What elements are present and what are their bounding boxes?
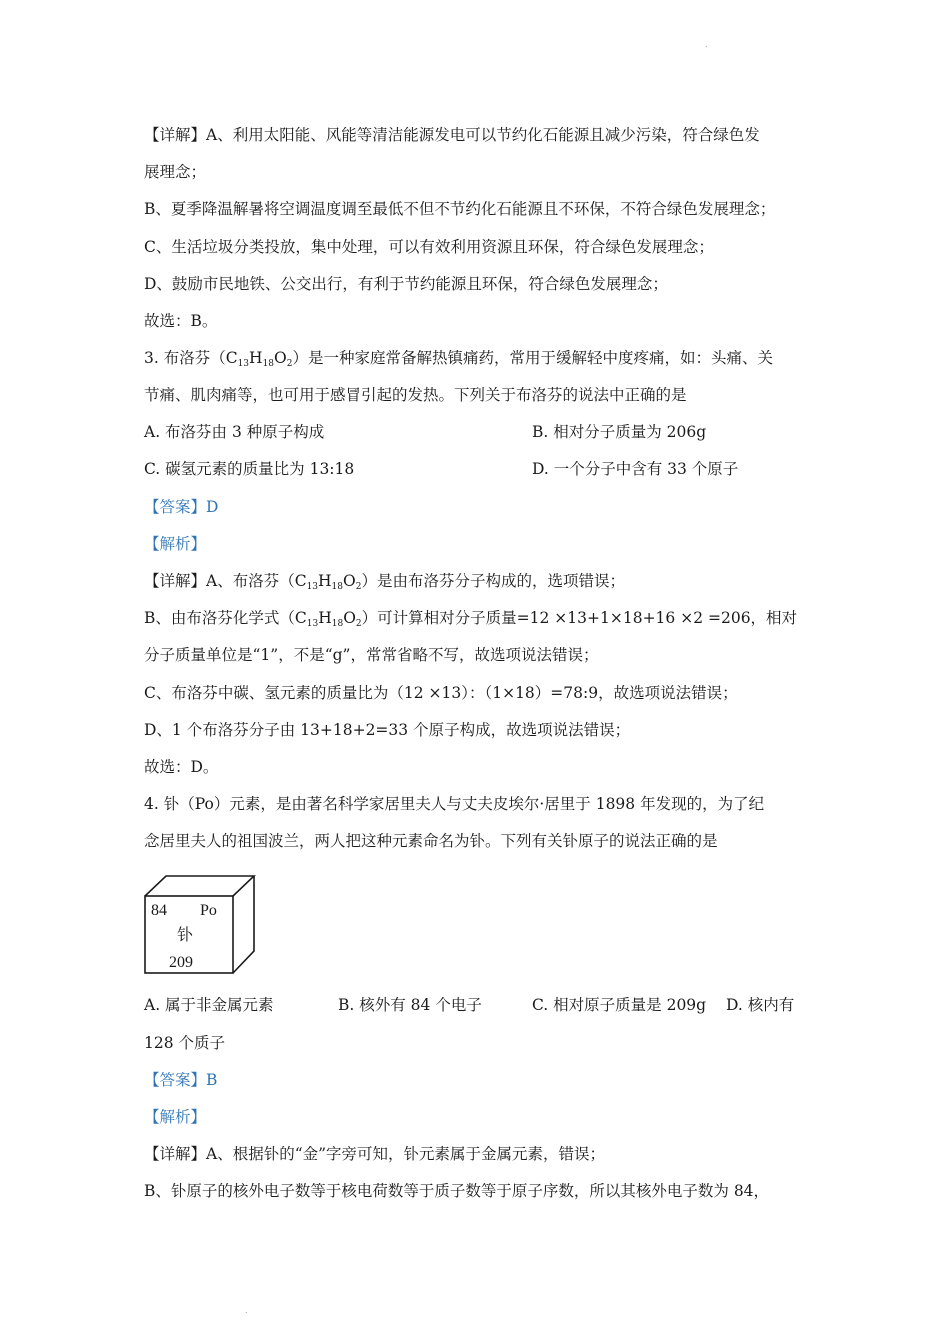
q3-detail-5: D、1 个布洛芬分子由 13+18+2=33 个原子构成，故选项说法错误；	[144, 721, 631, 739]
question-4-stem-1: 4. 钋（Po）元素，是由著名科学家居里夫人与丈夫皮埃尔·居里于 1898 年发现的，为了纪	[144, 795, 765, 813]
question-3-stem-2: 节痛、肌肉痛等，也可用于感冒引起的发热。下列关于布洛芬的说法中正确的是	[144, 386, 687, 404]
q3-option-b: B. 相对分子质量为 206g	[532, 423, 707, 441]
q3-answer: 【答案】D	[144, 498, 219, 516]
question-4-stem-2: 念居里夫人的祖国波兰，两人把这种元素命名为钋。下列有关钋原子的说法正确的是	[144, 832, 718, 850]
q3-option-a: A. 布洛芬由 3 种原子构成	[144, 423, 325, 441]
element-number: 84	[151, 902, 167, 919]
q4-option-c: C. 相对原子质量是 209g	[532, 996, 707, 1014]
detail-line-4: C、生活垃圾分类投放，集中处理，可以有效利用资源且环保，符合绿色发展理念；	[144, 238, 714, 256]
detail-line-2: 展理念；	[144, 163, 207, 181]
q4-analysis-label: 【解析】	[144, 1108, 207, 1126]
element-mass: 209	[169, 954, 193, 971]
cube-side-face	[233, 876, 254, 973]
q3-option-d: D. 一个分子中含有 33 个原子	[532, 460, 739, 478]
cube-top-face	[145, 876, 254, 896]
element-card-cube	[144, 875, 256, 975]
q4-option-d-cont: 128 个质子	[144, 1034, 226, 1052]
q4-option-b: B. 核外有 84 个电子	[338, 996, 482, 1014]
q3-detail-3: 分子质量单位是“1”，不是“g”，常常省略不写，故选项说法错误；	[144, 646, 599, 664]
detail-line-1: 【详解】A、利用太阳能、风能等清洁能源发电可以节约化石能源且减少污染，符合绿色发	[144, 126, 760, 144]
q3-detail-6: 故选：D。	[144, 758, 219, 776]
q4-option-a: A. 属于非金属元素	[144, 996, 274, 1014]
element-name: 钋	[177, 925, 194, 944]
detail-line-3: B、夏季降温解暑将空调温度调至最低不但不节约化石能源且不环保，不符合绿色发展理念；	[144, 200, 776, 218]
element-symbol: Po	[200, 902, 217, 919]
q4-detail-1: 【详解】A、根据钋的“金”字旁可知，钋元素属于金属元素，错误；	[144, 1145, 606, 1163]
q3-detail-1: 【详解】A、布洛芬$(C_{13}H_{18}O_2)$是由布洛芬分子构成的，选项错误；	[144, 572, 625, 592]
q3-detail-4: C、布洛芬中碳、氢元素的质量比为（12 ×13）：（1×18）=78:9，故选项说法错误；	[144, 684, 738, 702]
choice-b-line: 故选：B。	[144, 312, 218, 330]
q4-answer: 【答案】B	[144, 1071, 218, 1089]
q3-option-c: C. 碳氢元素的质量比为 13:18	[144, 460, 355, 478]
footer-dot: .	[245, 1306, 248, 1315]
detail-line-5: D、鼓励市民地铁、公交出行，有利于节约能源且环保，符合绿色发展理念；	[144, 275, 668, 293]
q3-detail-2: B、由布洛芬化学式$(C_{13}H_{18}O_2)$可计算相对分子质量=12 ×13+1×18+16 ×2 =206，相对	[144, 609, 798, 629]
q4-option-d: D. 核内有	[726, 996, 795, 1014]
corner-dot: .	[705, 40, 708, 49]
question-3-stem-1: 3. 布洛芬$(C_{13}H_{18}O_2)$是一种家庭常备解热镇痛药，常用于缓解轻中度疼痛，如：头痛、关	[144, 349, 773, 369]
q3-analysis-label: 【解析】	[144, 535, 207, 553]
q4-detail-2: B、钋原子的核外电子数等于核电荷数等于质子数等于原子序数，所以其核外电子数为 84，	[144, 1182, 770, 1200]
